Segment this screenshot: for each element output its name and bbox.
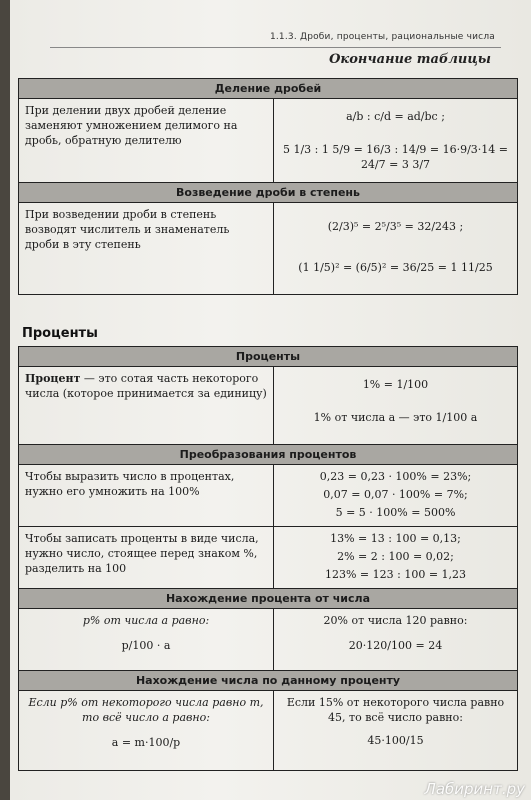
find-percent-example: 20% от числа 120 равно: bbox=[323, 614, 468, 627]
conversion-formula: 0,23 = 0,23 · 100% = 23%; bbox=[319, 470, 472, 483]
find-number-header: Нахождение числа по данному проценту bbox=[19, 671, 518, 691]
power-rule-text: При возведении дроби в степень возводят числитель и знаменатель дроби в эту степень bbox=[19, 203, 274, 295]
conversion-formula: 123% = 123 : 100 = 1,23 bbox=[324, 568, 467, 581]
section-title-percents: Проценты bbox=[22, 326, 98, 341]
division-header: Деление дробей bbox=[19, 79, 518, 99]
find-percent-left bbox=[19, 609, 274, 671]
book-page bbox=[10, 0, 531, 800]
find-percent-example-formula: 20·120/100 = 24 bbox=[348, 639, 443, 652]
running-header: 1.1.3. Дроби, проценты, рациональные числа bbox=[269, 32, 495, 42]
find-number-example: Если 15% от некоторого числа равно 45, то всё число равно: bbox=[286, 696, 505, 724]
find-number-rule: Если p% от некоторого числа равно m, то всё число a равно: bbox=[28, 696, 264, 724]
percent-definition bbox=[19, 367, 274, 445]
conversion-rule-1: Чтобы выразить число в процентах, нужно его умножить на 100% bbox=[19, 465, 274, 527]
find-percent-formula: p/100 · a bbox=[121, 639, 171, 652]
power-formula-2: (1 1/5)² = (6/5)² = 36/25 = 1 11/25 bbox=[298, 261, 493, 274]
conversion-formula: 0,07 = 0,07 · 100% = 7%; bbox=[323, 488, 468, 501]
percent-formula-1: 1% = 1/100 bbox=[362, 378, 429, 391]
conversion-formulas-1 bbox=[274, 465, 518, 527]
conversion-formula: 5 = 5 · 100% = 500% bbox=[335, 506, 456, 519]
conversion-formula: 13% = 13 : 100 = 0,13; bbox=[330, 532, 461, 545]
find-number-example-formula: 45·100/15 bbox=[367, 734, 424, 747]
find-number-left bbox=[19, 691, 274, 771]
table-continuation-label: Окончание таблицы bbox=[329, 52, 491, 67]
division-rule-text: При делении двух дробей деление заменяют умножением делимого на дробь, обратную делителю bbox=[19, 99, 274, 183]
conversion-formulas-2 bbox=[274, 527, 518, 589]
conversion-formula: 2% = 2 : 100 = 0,02; bbox=[337, 550, 454, 563]
header-rule bbox=[50, 47, 501, 48]
conversion-header: Преобразования процентов bbox=[19, 445, 518, 465]
find-percent-right bbox=[274, 609, 518, 671]
percent-definition-text: — это сотая часть некоторого числа (которое принимается за единицу) bbox=[25, 372, 267, 400]
division-formulas bbox=[274, 99, 518, 183]
conversion-rule-2: Чтобы записать проценты в виде числа, нужно число, стоящее перед знаком %, разделить на 100 bbox=[19, 527, 274, 589]
find-percent-rule: p% от числа a равно: bbox=[82, 614, 210, 627]
power-formula-1: (2/3)⁵ = 2⁵/3⁵ = 32/243 ; bbox=[327, 220, 464, 233]
find-number-right bbox=[274, 691, 518, 771]
watermark-logo: Лабиринт.ру bbox=[424, 780, 525, 798]
percents-table bbox=[18, 346, 518, 771]
division-formula-2: 5 1/3 : 1 5/9 = 16/3 : 14/9 = 16·9/3·14 = 24/7 = 3 3/7 bbox=[282, 143, 509, 171]
fractions-table bbox=[18, 78, 518, 295]
power-header: Возведение дроби в степень bbox=[19, 183, 518, 203]
percent-formulas bbox=[274, 367, 518, 445]
percent-header: Проценты bbox=[19, 347, 518, 367]
page-edge-shadow bbox=[0, 0, 10, 800]
percent-formula-2: 1% от числа a — это 1/100 a bbox=[313, 411, 478, 424]
division-formula-1: a/b : c/d = ad/bc ; bbox=[346, 110, 445, 123]
find-number-formula: a = m·100/p bbox=[111, 736, 181, 749]
find-percent-header: Нахождение процента от числа bbox=[19, 589, 518, 609]
percent-term: Процент bbox=[25, 372, 81, 385]
power-formulas bbox=[274, 203, 518, 295]
